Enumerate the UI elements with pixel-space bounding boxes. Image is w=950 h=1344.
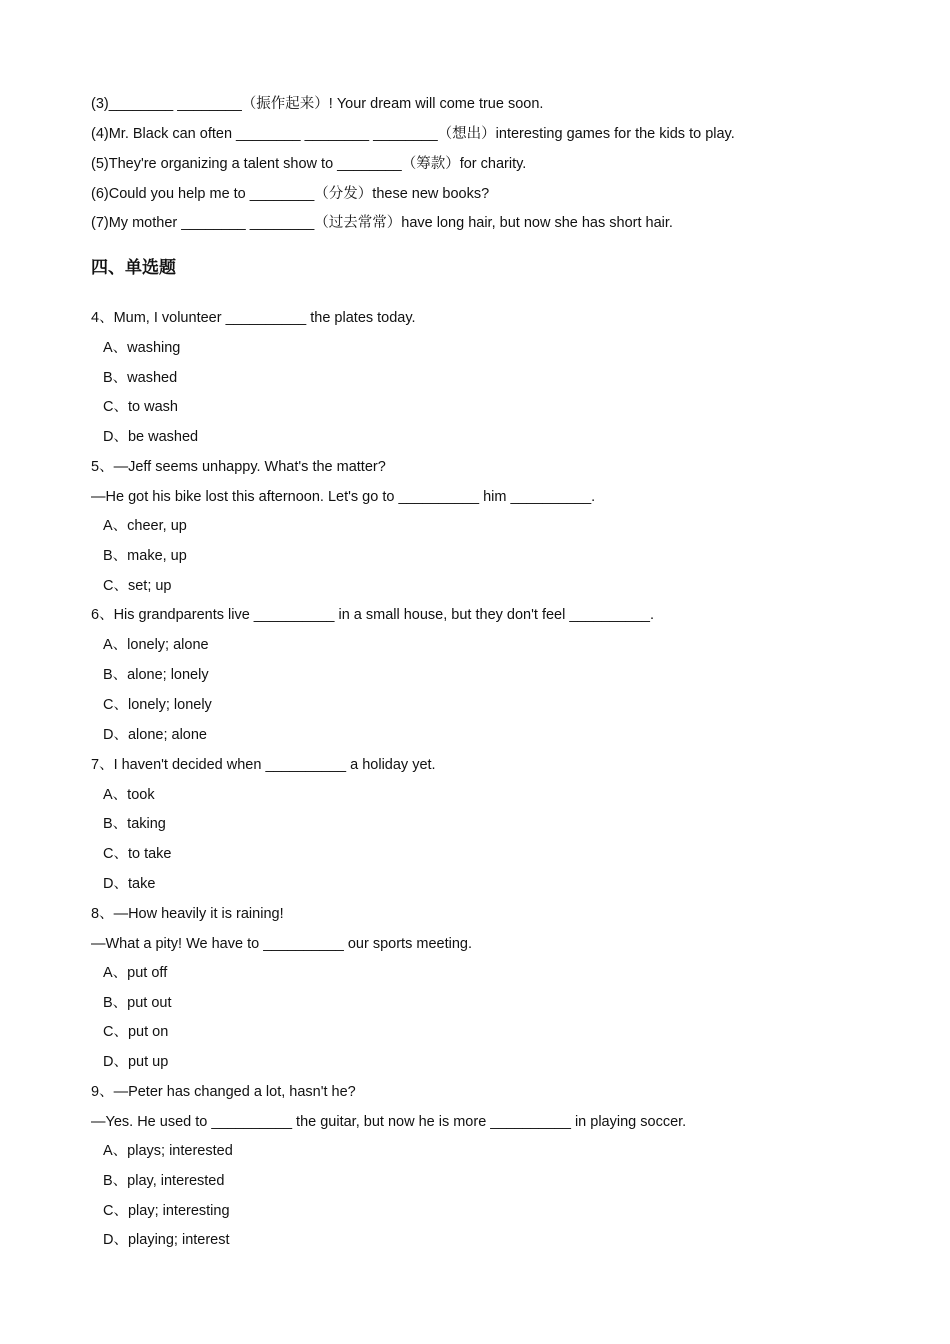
question-5-stem-reply: —He got his bike lost this afternoon. Let's go to __________ him __________.: [91, 489, 596, 505]
question-4-option-c: C、to wash: [103, 399, 178, 415]
fill-item-7: (7)My mother ________ ________（过去常常）have long hair, but now she has short hair.: [91, 215, 673, 231]
question-9-option-b: B、play, interested: [103, 1173, 225, 1189]
question-9-stem: 9、—Peter has changed a lot, hasn't he?: [91, 1084, 356, 1100]
question-4-option-a: A、washing: [103, 340, 181, 356]
question-9-stem-reply: —Yes. He used to __________ the guitar, but now he is more __________ in playing soccer.: [91, 1114, 687, 1130]
question-4-option-d: D、be washed: [103, 429, 199, 445]
question-6-option-a: A、lonely; alone: [103, 637, 209, 653]
question-7-option-c: C、to take: [103, 846, 172, 862]
fill-item-4: (4)Mr. Black can often ________ ________ ________（想出）interesting games for the kids to play.: [91, 126, 735, 142]
question-6-stem: 6、His grandparents live __________ in a small house, but they don't feel __________.: [91, 607, 655, 623]
question-5-option-a: A、cheer, up: [103, 518, 187, 534]
question-6-option-d: D、alone; alone: [103, 727, 207, 743]
question-8-option-a: A、put off: [103, 965, 168, 981]
question-8-option-b: B、put out: [103, 995, 172, 1011]
question-9-option-d: D、playing; interest: [103, 1232, 230, 1248]
question-7-option-a: A、took: [103, 787, 155, 803]
question-8-stem-reply: —What a pity! We have to __________ our sports meeting.: [91, 936, 472, 952]
question-9-option-a: A、plays; interested: [103, 1143, 233, 1159]
fill-item-3: (3)________ ________（振作起来）! Your dream will come true soon.: [91, 96, 544, 112]
section-heading: 四、单选题: [91, 258, 176, 278]
fill-item-6: (6)Could you help me to ________（分发）these new books?: [91, 186, 490, 202]
question-4-stem: 4、Mum, I volunteer __________ the plates today.: [91, 310, 416, 326]
question-5-option-c: C、set; up: [103, 578, 172, 594]
fill-item-5: (5)They're organizing a talent show to ________（筹款）for charity.: [91, 156, 527, 172]
question-5-stem: 5、—Jeff seems unhappy. What's the matter?: [91, 459, 386, 475]
question-9-option-c: C、play; interesting: [103, 1203, 230, 1219]
question-7-option-d: D、take: [103, 876, 156, 892]
question-6-option-b: B、alone; lonely: [103, 667, 209, 683]
question-7-stem: 7、I haven't decided when __________ a holiday yet.: [91, 757, 436, 773]
question-8-stem: 8、—How heavily it is raining!: [91, 906, 284, 922]
question-8-option-d: D、put up: [103, 1054, 169, 1070]
question-7-option-b: B、taking: [103, 816, 166, 832]
question-6-option-c: C、lonely; lonely: [103, 697, 212, 713]
question-4-option-b: B、washed: [103, 370, 178, 386]
question-8-option-c: C、put on: [103, 1024, 169, 1040]
question-5-option-b: B、make, up: [103, 548, 187, 564]
